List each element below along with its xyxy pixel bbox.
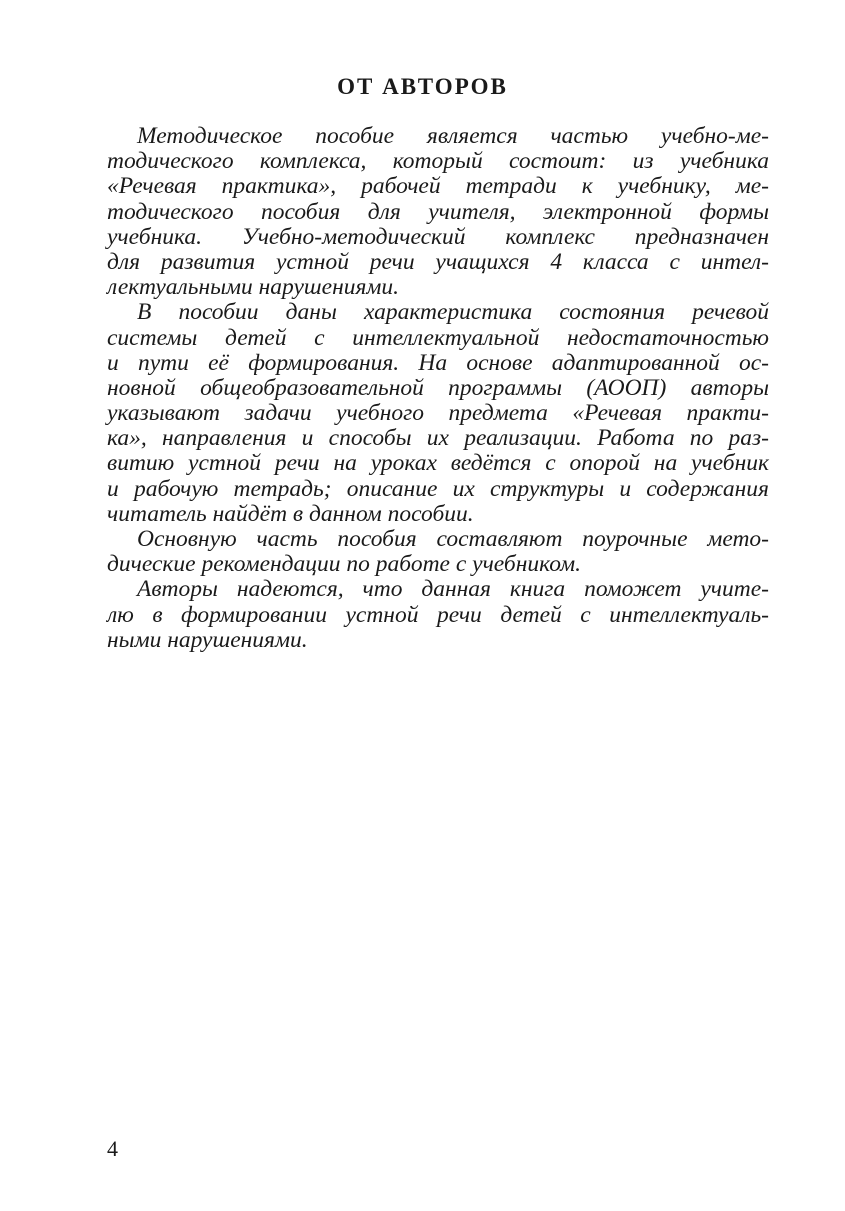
page-number: 4	[107, 1136, 118, 1161]
paragraph-1-line-6: для развития устной речи учащихся 4 класса с интел-	[107, 248, 769, 275]
body-text	[107, 124, 769, 653]
paragraph-1-line-1: Методическое пособие является частью учебно-ме-	[137, 123, 769, 149]
paragraph-3-line-2: дические рекомендации по работе с учебником.	[107, 551, 581, 578]
paragraph-1-line-2: тодического комплекса, который состоит: из учебника	[107, 148, 769, 175]
paragraph-2-line-2: системы детей с интеллектуальной недостаточностью	[107, 324, 769, 351]
paragraph-2-line-3: и пути её формирования. На основе адаптированной ос-	[107, 349, 769, 376]
paragraph-2-line-8: и рабочую тетрадь; описание их структуры и содержания	[107, 475, 769, 502]
paragraph-2-line-1: В пособии даны характеристика состояния речевой	[137, 299, 769, 326]
paragraph-4-line-1: Авторы надеются, что данная книга поможет учите-	[137, 576, 769, 603]
paragraph-2-line-4: новной общеобразовательной программы (АООП) авторы	[107, 374, 769, 401]
paragraph-2-line-9: читатель найдёт в данном пособии.	[107, 500, 474, 527]
paragraph-1-line-5: учебника. Учебно-методический комплекс предназначен	[107, 223, 769, 250]
paragraph-2-line-6: ка», направления и способы их реализации. Работа по раз-	[107, 425, 769, 452]
paragraph-4-line-3: ными нарушениями.	[107, 626, 308, 653]
paragraph-2-line-7: витию устной речи на уроках ведётся с опорой на учебник	[107, 450, 769, 477]
paragraph-1-line-4: тодического пособия для учителя, электронной формы	[107, 198, 769, 225]
paragraph-1-line-7: лектуальными нарушениями.	[107, 274, 400, 301]
paragraph-1-line-3: «Речевая практика», рабочей тетради к учебнику, ме-	[107, 173, 769, 200]
page-title: ОТ АВТОРОВ	[337, 74, 508, 99]
paragraph-4-line-2: лю в формировании устной речи детей с интеллектуаль-	[107, 601, 769, 628]
paragraph-2-line-5: указывают задачи учебного предмета «Речевая практи-	[107, 400, 769, 427]
paragraph-3-line-1: Основную часть пособия составляют поурочные мето-	[137, 526, 769, 552]
